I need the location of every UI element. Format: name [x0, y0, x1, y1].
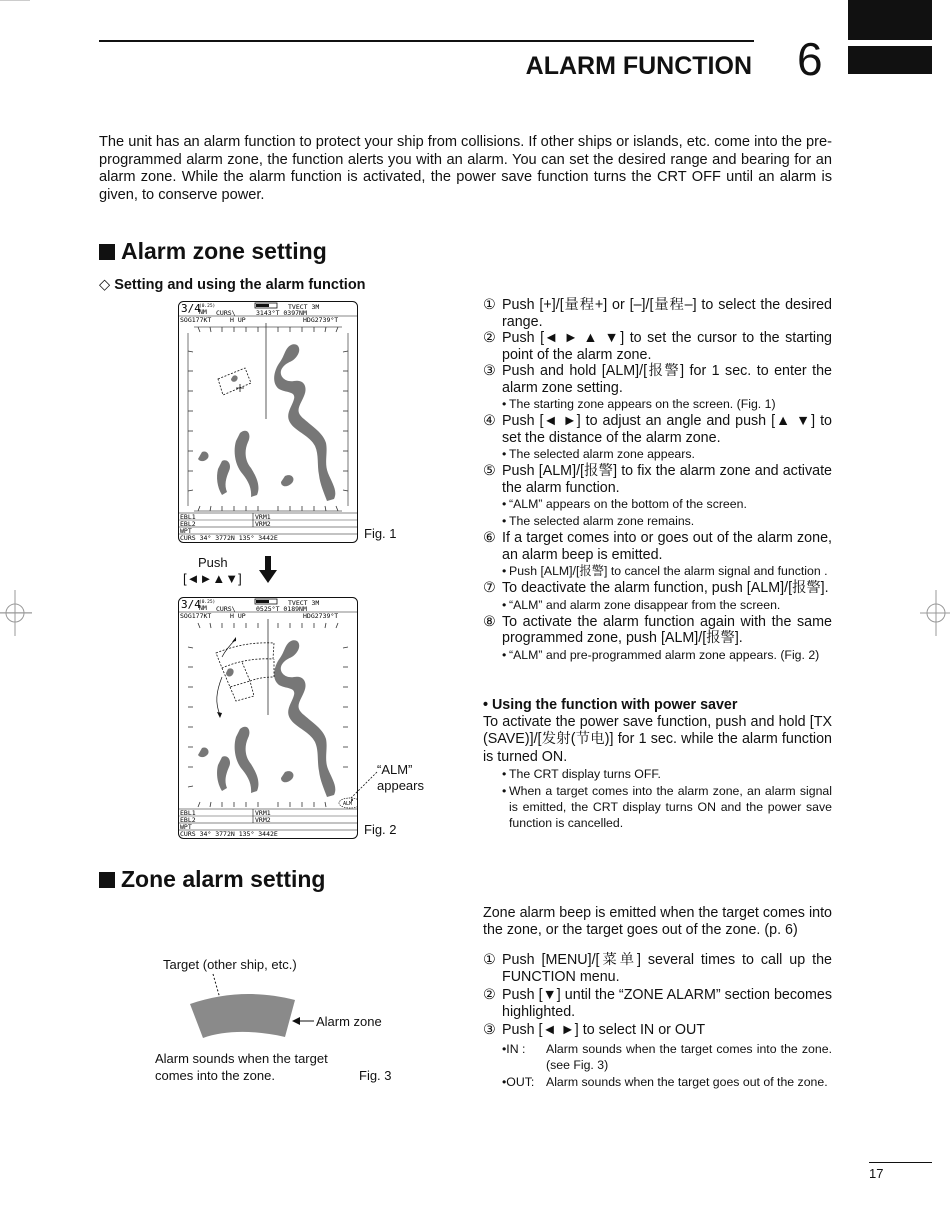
fig1-unit: NM: [199, 308, 207, 316]
power-saver-note: • When a target comes into the alarm zone, an alarm signal is emitted, the CRT display turns ON and the power save function is cancelled.: [502, 783, 832, 830]
subsection-heading: ◇ Setting and using the alarm function: [99, 277, 366, 293]
step-note: • The selected alarm zone remains.: [502, 514, 695, 528]
section-heading-zone-alarm: Zone alarm setting: [99, 866, 325, 893]
fig2-alm-indicator: ALM: [343, 801, 353, 807]
fig1-wpt: WPT: [180, 527, 192, 535]
step-text: Push [◄ ►] to adjust an angle and push [▲ ▼] to set the distance of the alarm zone.: [502, 413, 832, 446]
alarm-steps: [483, 297, 832, 664]
step-number: ①: [483, 952, 496, 969]
fig3-zone-diagram: [185, 972, 315, 1042]
fig1-hdg: HDG2739°T: [303, 316, 339, 324]
fig1-range-small: (0.25): [199, 304, 216, 309]
step-note: • “ALM” and alarm zone disappear from the screen.: [502, 597, 781, 612]
step-note: • “ALM” and pre-programmed alarm zone appears. (Fig. 2): [502, 647, 820, 662]
fig2-unit: NM: [199, 604, 207, 612]
fig3-caption-1: Alarm sounds when the target: [155, 1051, 328, 1066]
step-number: ⑤: [483, 463, 496, 479]
fig2-ebl2: EBL2: [180, 816, 196, 824]
zone-alarm-block: [483, 905, 832, 1090]
step-text: To activate the alarm function again with the same programmed zone, push [ALM]/[报警].: [502, 613, 832, 646]
step-note: • The selected alarm zone appears.: [502, 447, 695, 461]
section-heading-alarm-zone: Alarm zone setting: [99, 238, 327, 265]
chapter-number: 6: [797, 33, 823, 85]
chapter-title: ALARM FUNCTION: [525, 52, 752, 80]
step-note: • “ALM” appears on the bottom of the screen.: [502, 497, 747, 511]
fig3-label: Fig. 3: [359, 1068, 392, 1083]
fig2-wpt: WPT: [180, 823, 192, 831]
step-text: Push [◄ ► ▲ ▼] to set the cursor to the starting point of the alarm zone.: [502, 330, 832, 363]
fig2-curs: CURS\: [216, 605, 236, 613]
fig3-target-label: Target (other ship, etc.): [163, 957, 297, 972]
step-number: ⑥: [483, 530, 496, 546]
fig2-hup: H UP: [230, 612, 246, 620]
fig1-sog: SOG177KT: [180, 316, 212, 324]
fig1-range: 3/4: [181, 302, 201, 315]
step-text: Push [ALM]/[报警] to fix the alarm zone and activate the alarm function.: [502, 463, 832, 496]
fig2-range: 3/4: [181, 598, 201, 611]
header-rule: [99, 40, 754, 42]
fig2-sog: SOG177KT: [180, 612, 212, 620]
diamond-icon: ◇: [99, 277, 111, 293]
step-text: If a target comes into or goes out of the alarm zone, an alarm beep is emitted.: [502, 530, 832, 563]
step-note: • The starting zone appears on the screen. (Fig. 1): [502, 397, 776, 411]
fig2-range-small: (0.25): [199, 600, 216, 605]
power-saver-block: [483, 697, 832, 831]
fig2-vrm1: VRM1: [255, 809, 271, 817]
step-number: ②: [483, 987, 496, 1004]
step-number: ⑧: [483, 613, 496, 630]
alm-callout-appears: appears: [377, 778, 424, 793]
step-7: [483, 580, 832, 597]
step-number: ①: [483, 297, 496, 313]
fig2-curs-value: 0525°T 0189NM: [256, 605, 307, 613]
step-text: Push [◄ ►] to select IN or OUT: [502, 1022, 706, 1039]
fig1-label: Fig. 1: [364, 526, 397, 541]
fig1-vrm1: VRM1: [255, 513, 271, 521]
step-3: [483, 363, 832, 396]
push-label: Push: [198, 555, 228, 570]
fig1-radar-screen: [178, 301, 358, 543]
power-saver-text: To activate the power save function, push and hold [TX (SAVE)]/[发射(节电)] for 1 sec. while the alarm function is turned ON.: [483, 714, 832, 765]
registration-mark-left: [0, 590, 34, 636]
step-8: [483, 614, 832, 647]
step-text: Push [▼] until the “ZONE ALARM” section becomes highlighted.: [502, 987, 832, 1020]
fig2-vect: TVECT 3M: [288, 599, 320, 607]
step-text: Push [MENU]/[菜单] several times to call up the FUNCTION menu.: [502, 952, 832, 985]
square-bullet-icon: [99, 872, 115, 888]
alm-callout: “ALM”: [377, 762, 413, 777]
square-bullet-icon: [99, 244, 115, 260]
fig3-alarm-zone-shape: [190, 994, 295, 1038]
step-2: [483, 330, 832, 363]
chapter-tab-lower: [848, 46, 932, 74]
zone-option: •IN : Alarm sounds when the target comes into the zone. (see Fig. 3): [502, 1041, 832, 1073]
fig2-bottom-status: CURS 34° 3772N 135° 3442E: [180, 830, 278, 838]
fig2-hdg: HDG2739°T: [303, 612, 339, 620]
step-number: ③: [483, 363, 496, 379]
fig1-curs: CURS\: [216, 309, 236, 317]
fig3-zone-label: Alarm zone: [316, 1014, 382, 1029]
fig1-ebl1: EBL1: [180, 513, 196, 521]
step-1: [483, 297, 832, 330]
fig2-ebl1: EBL1: [180, 809, 196, 817]
intro-paragraph: The unit has an alarm function to protect your ship from collisions. If other ships or islands, etc. come into the pre-programmed alarm zone, the function alerts you with an alarm. You can set the desired range and bearing for an alarm zone. While the alarm function is activated, the power save function turns the CRT OFF until an alarm is given, to conserve power.: [99, 134, 832, 203]
step-number: ⑦: [483, 580, 496, 596]
power-saver-title: • Using the function with power saver: [483, 697, 738, 713]
step-number: ②: [483, 330, 496, 346]
step-text: Push and hold [ALM]/[报警] for 1 sec. to enter the alarm zone setting.: [502, 363, 832, 396]
fig2-radar-screen: [178, 597, 358, 839]
fig1-hup: H UP: [230, 316, 246, 324]
chapter-tab-upper: [848, 0, 932, 40]
footer-rule: [869, 1162, 932, 1163]
fig2-vrm2: VRM2: [255, 816, 271, 824]
step-number: ③: [483, 1022, 496, 1039]
step-number: ④: [483, 413, 496, 429]
step-text: Push [+]/[量程+] or [–]/[量程–] to select the desired range.: [502, 297, 832, 330]
fig1-vect: TVECT 3M: [288, 303, 320, 311]
zone-option: •OUT: Alarm sounds when the target goes out of the zone.: [502, 1074, 828, 1089]
zone-step-1: [483, 952, 832, 985]
step-note: • Push [ALM]/[报警] to cancel the alarm signal and function .: [502, 564, 828, 578]
fig1-bottom-status: CURS 34° 3772N 135° 3442E: [180, 534, 278, 542]
page-number: 17: [869, 1166, 884, 1181]
step-5: [483, 463, 832, 496]
zone-alarm-intro: Zone alarm beep is emitted when the target comes into the zone, or the target goes out of the zone. (p. 6): [483, 905, 832, 939]
zone-step-2: [483, 987, 832, 1020]
push-keys: [◄►▲▼]: [183, 571, 242, 586]
fig1-vrm2: VRM2: [255, 520, 271, 528]
zone-step-3: [483, 1022, 832, 1039]
fig3-caption-2: comes into the zone.: [155, 1068, 275, 1083]
fig2-label: Fig. 2: [364, 822, 397, 837]
fig1-ebl2: EBL2: [180, 520, 196, 528]
down-arrow-icon: [259, 556, 277, 584]
alm-callout-line: [345, 770, 381, 804]
fig1-curs-value: 3143°T 0397NM: [256, 309, 307, 317]
power-saver-note: • The CRT display turns OFF.: [502, 766, 661, 781]
step-4: [483, 413, 832, 446]
step-6: [483, 530, 832, 563]
registration-mark-right: [918, 590, 950, 636]
step-text: To deactivate the alarm function, push [ALM]/[报警].: [502, 580, 829, 596]
